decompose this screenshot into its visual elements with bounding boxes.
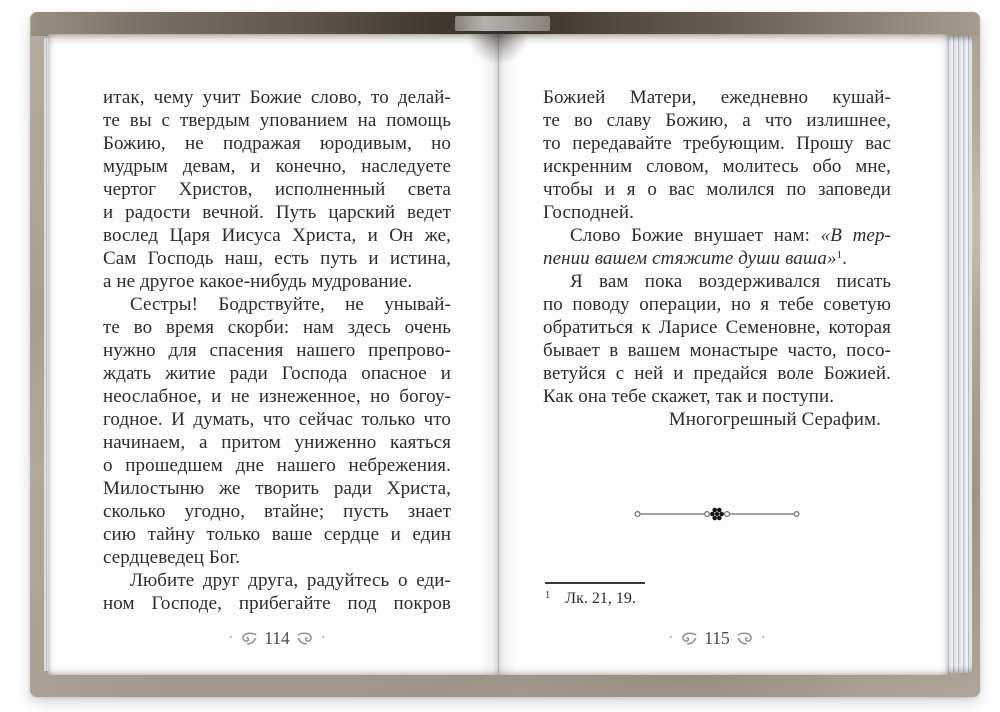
- book: [30, 12, 980, 697]
- text-line: а не другое какое-нибудь мудрование.: [103, 271, 413, 292]
- text-line: ном Господе, прибегайте под покров: [103, 593, 451, 614]
- text-line: нужно для спасения нашего препрово-: [103, 340, 451, 361]
- gutter-line: [498, 36, 499, 673]
- text-line: Господней.: [543, 202, 635, 223]
- text-line: Божию, не подражая юродивым, но: [103, 133, 451, 154]
- text-line: и радости вечной. Путь царский ведет: [103, 202, 451, 223]
- text-line: Многогрешный Серафим.: [668, 409, 881, 430]
- page-stack-right-edge: [946, 36, 972, 673]
- text-line: чтобы и я о вас молился по заповеди: [543, 179, 891, 200]
- text-line: мудрым девам, и конечно, наследуете: [103, 156, 451, 177]
- text-line: итак, чему учит Божие слово, то делай-: [103, 87, 451, 108]
- right-page-text: [543, 86, 891, 431]
- divider-rosette-icon: [632, 506, 802, 522]
- text-line: начинаем, а притом униженно каяться: [103, 432, 451, 453]
- left-page-text: [103, 86, 451, 615]
- text-line: вослед Царя Иисуса Христа, и Он же,: [103, 225, 451, 246]
- text-line: Божией Матери, ежедневно кушай-: [543, 87, 891, 108]
- ornament-dot: ·: [760, 630, 766, 646]
- text-line: чертог Христов, исполненный света: [103, 179, 451, 200]
- page-number-right: [543, 628, 891, 649]
- ornament-dot: ·: [320, 630, 326, 646]
- page-number: 114: [264, 628, 290, 648]
- text-line: те вы с твердым упованием на помощь: [103, 110, 451, 131]
- fleuron-icon: [737, 632, 754, 645]
- text-line: сердцеведец Бог.: [103, 547, 241, 568]
- section-divider: [543, 506, 891, 522]
- text-line: Сам Господь наш, есть путь и истина,: [103, 248, 451, 269]
- book-headband: [455, 16, 550, 31]
- text-line: о прошедшем дне нашего небрежения.: [103, 455, 451, 476]
- text-line: Я вам пока воздерживался писать: [570, 271, 891, 292]
- text-line: сию тайну только ваше сердце и един: [103, 524, 451, 545]
- text-line: то передавайте требующим. Прошу вас: [543, 133, 891, 154]
- ornament-dot: ·: [228, 630, 234, 646]
- page-number-left: [103, 628, 451, 649]
- text-line: Сестры! Бодрствуйте, не унывай-: [130, 294, 451, 315]
- text-line: годное. И думать, что сейчас только что: [103, 409, 451, 430]
- text-line: Как она тебе скажет, так и поступи.: [543, 386, 835, 407]
- open-pages: [48, 34, 948, 675]
- fleuron-icon: [680, 632, 697, 645]
- footnote: [545, 590, 636, 608]
- text-line: Слово Божие внушает нам: «В тер-: [570, 225, 891, 246]
- fleuron-icon: [240, 632, 257, 645]
- footnote-rule: [545, 582, 645, 584]
- text-line: сколько угодно, втайне; пусть знает: [103, 501, 451, 522]
- text-line: бывает в вашем монастыре часто, посо-: [543, 340, 891, 361]
- text-line: Любите друг друга, радуйтесь о еди-: [130, 570, 451, 591]
- text-line: искренним словом, молитесь обо мне,: [543, 156, 891, 177]
- ornament-dot: ·: [668, 630, 674, 646]
- page-number: 115: [704, 628, 730, 648]
- footnote-text: Лк. 21, 19.: [565, 590, 636, 607]
- text-line: неослабное, и не изнеженное, но богоу-: [103, 386, 451, 407]
- fleuron-icon: [297, 632, 314, 645]
- text-line: обратиться к Ларисе Семеновне, которая: [543, 317, 891, 338]
- gutter-top-shadow: [468, 34, 528, 64]
- text-line: те во время скорби: нам здесь очень: [103, 317, 451, 338]
- footnote-marker: 1: [545, 590, 551, 601]
- text-line: те во славу Божию, а что излишнее,: [543, 110, 891, 131]
- text-line: ветуйся с ней и предайся воле Божией.: [543, 363, 891, 384]
- text-line: пении вашем стяжите души ваша»$^1$.: [543, 248, 848, 269]
- text-line: ждать житие ради Господа опасное и: [103, 363, 451, 384]
- text-line: Милостыню же творить ради Христа,: [103, 478, 451, 499]
- text-line: по поводу операции, но я тебе советую: [543, 294, 891, 315]
